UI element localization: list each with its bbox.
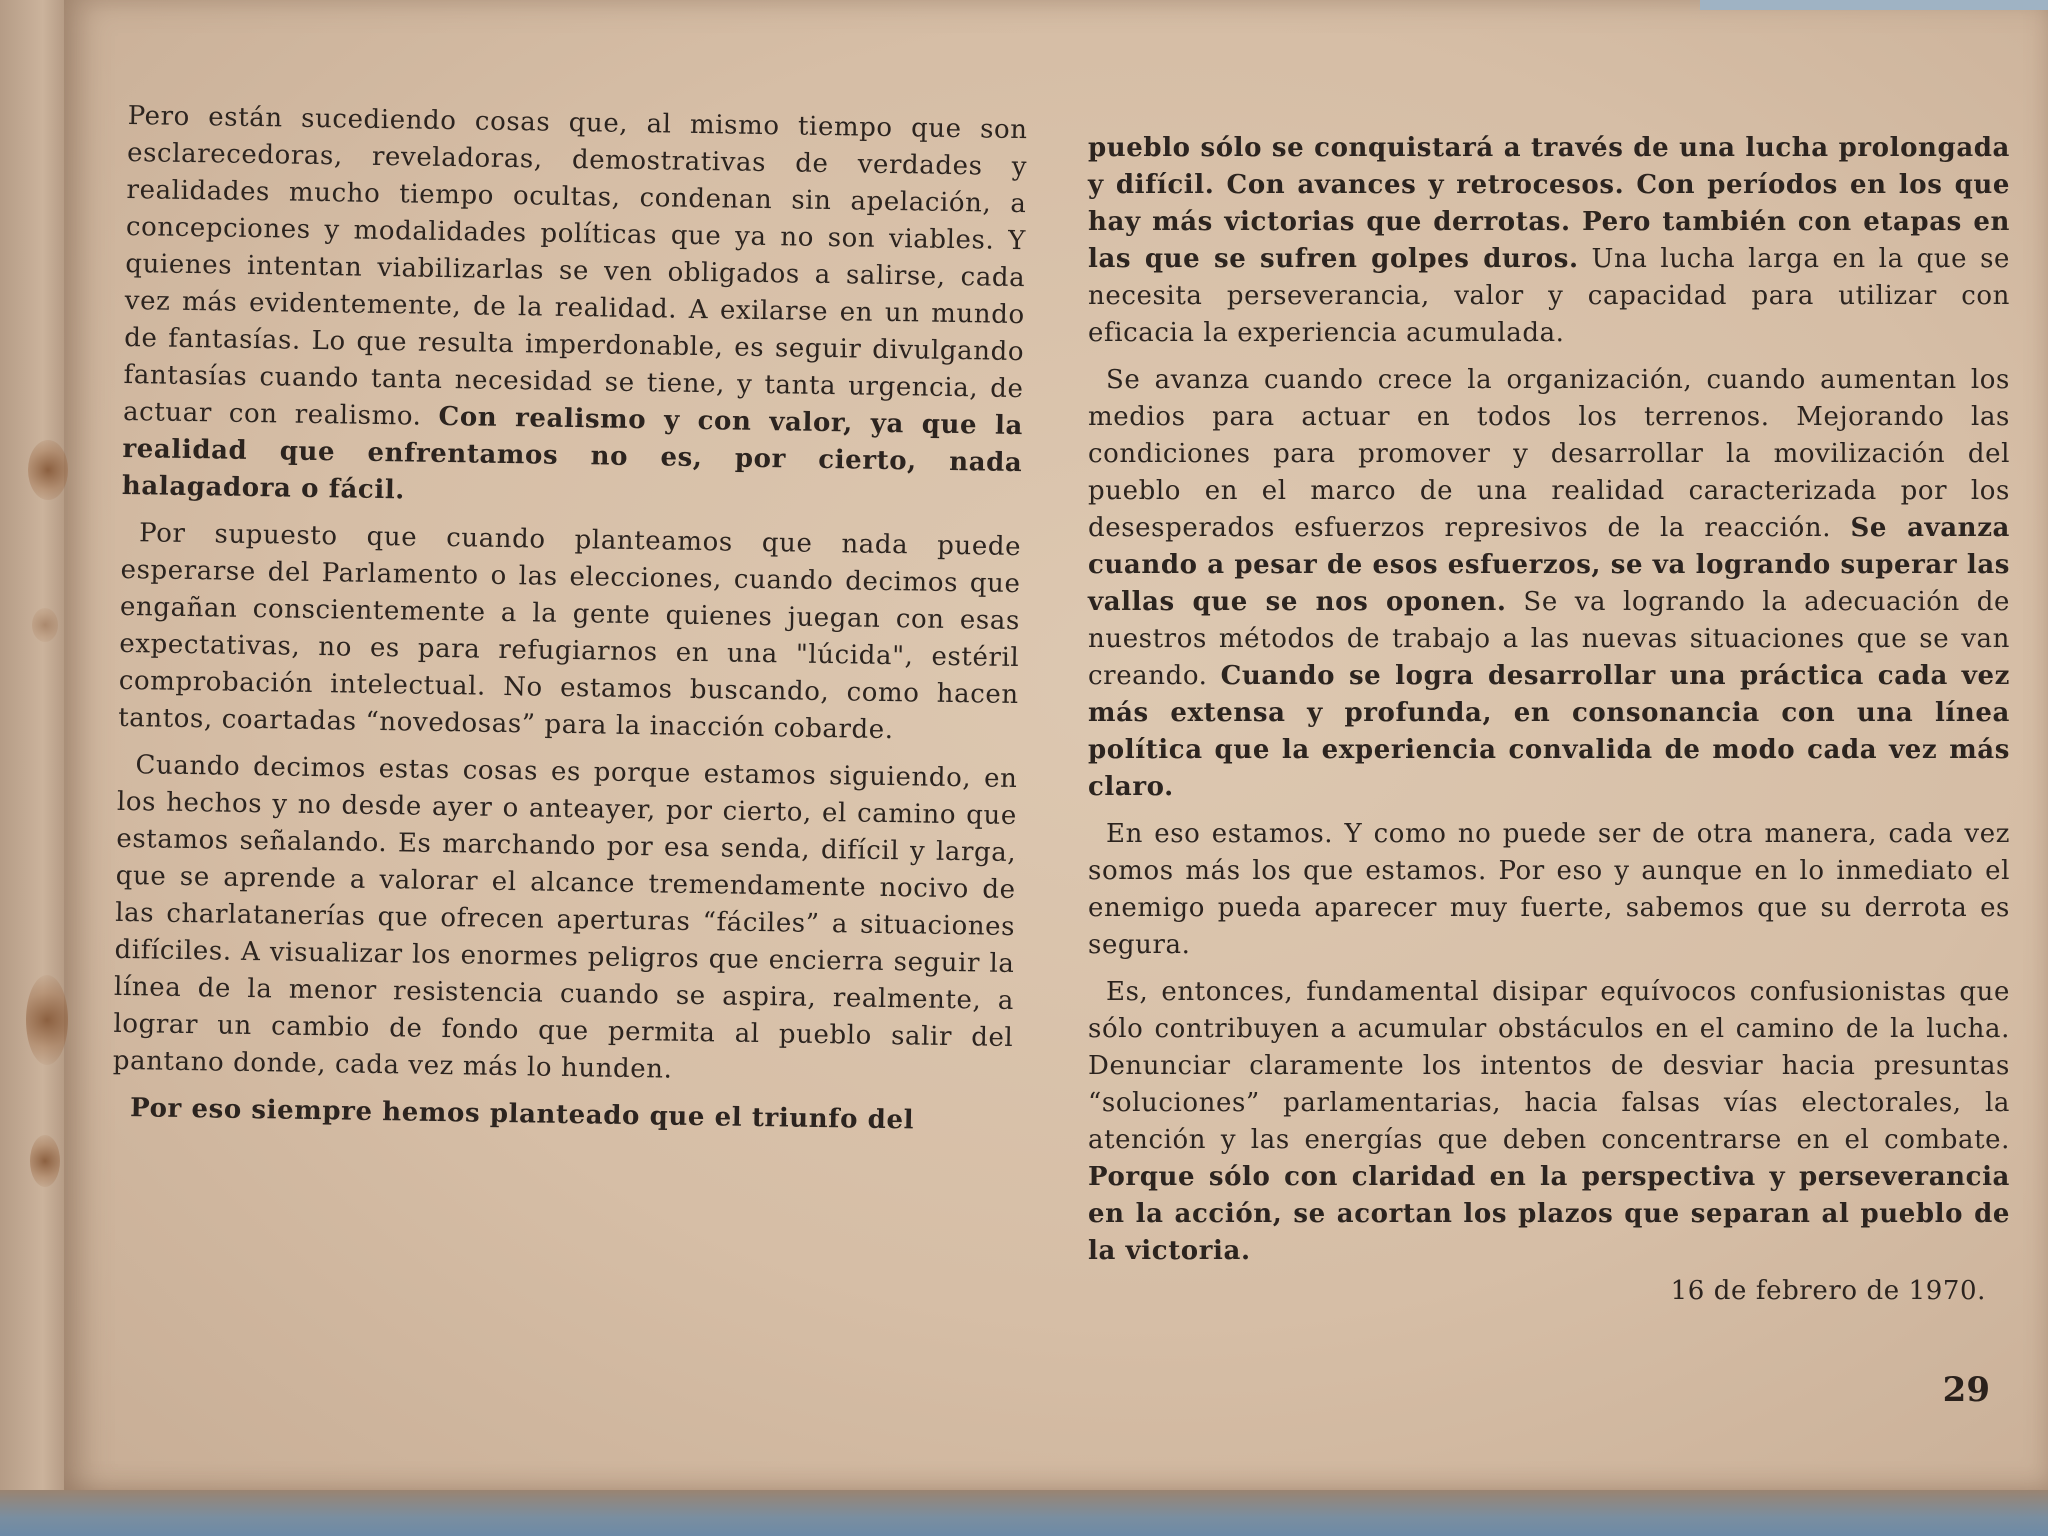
paragraph-text: Es, entonces, fundamental disipar equívocos confusionistas que sólo contribuyen a acumular obstáculos en el camino de la lucha. Denunciar claramente los intentos de desviar hacia presuntas “soluciones” parlamentarias, hacia falsas vías electorales, la atención y las energías que deben concentrarse en el combate. bbox=[1088, 977, 2010, 1155]
paragraph: Cuando decimos estas cosas es porque estamos siguiendo, en los hechos y no desde ayer o anteayer, por cierto, el camino que estamos señalando. Es marchando por esa senda, difícil y larga, que se aprende a valorar el alcance tremendamente nocivo de las charlatanerías que ofrecen aperturas “fáciles” a situaciones difíciles. A visualizar los enormes peligros que encierra seguir la línea de la menor resistencia cuando se aspira, realmente, a lograr un cambio de fondo que permita al pueblo salir del pantano donde, cada vez más lo hunden. bbox=[112, 750, 1018, 1085]
paragraph-bold-text: Porque sólo con claridad en la perspectiva y perseverancia en la acción, se acortan los plazos que separan al pueblo de la victoria. bbox=[1088, 1162, 2010, 1266]
paragraph-text: Pero están sucediendo cosas que, al mismo tiempo que son esclarecedoras, reveladoras, demostrativas de verdades y realidades mucho tiempo ocultas, condenan sin apelación, a concepciones y modalidades políticas que ya no son viables. Y quienes intentan viabilizarlas se ven obligados a salirse, cada vez más evidentemente, de la realidad. A exilarse en un mundo de fantasías. Lo que resulta imperdonable, es seguir divulgando fantasías cuando tanta necesidad se tiene, y tanta urgencia, de actuar con realismo. bbox=[122, 100, 1028, 432]
paragraph-text: Una lucha larga en la que se necesita perseverancia, valor y capacidad para utilizar con eficacia la experiencia acumulada. bbox=[1088, 244, 2010, 348]
paragraph: Por eso siempre hemos planteado que el triunfo del bbox=[129, 1093, 915, 1136]
left-column bbox=[112, 98, 1028, 1151]
stain-mark bbox=[28, 440, 68, 500]
stain-mark bbox=[32, 608, 58, 642]
paragraph bbox=[1088, 362, 2010, 806]
stain-mark bbox=[30, 1135, 60, 1187]
paragraph-text: Se avanza cuando crece la organización, cuando aumentan los medios para actuar en todos los terrenos. Mejorando las condiciones para promover y desarrollar la movilización del pueblo en el marco de una realidad caracterizada por los desesperados esfuerzos represivos de la reacción. bbox=[1088, 365, 2010, 543]
paragraph bbox=[1088, 974, 2010, 1270]
paragraph bbox=[122, 98, 1028, 519]
paragraph: En eso estamos. Y como no puede ser de otra manera, cada vez somos más los que estamos. Por eso y aunque en lo inmediato el enemigo pueda aparecer muy fuerte, sabemos que su derrota es segura. bbox=[1088, 819, 2010, 960]
paragraph-bold-text: Con realismo y con valor, ya que la realidad que enfrentamos no es, por cierto, nada halagadora o fácil. bbox=[121, 401, 1024, 506]
paragraph-bold-text: Cuando se logra desarrollar una práctica cada vez más extensa y profunda, en consonancia con una línea política que la experiencia convalida de modo cada vez más claro. bbox=[1088, 661, 2010, 802]
date-line: 16 de febrero de 1970. bbox=[1670, 1276, 1986, 1306]
paragraph-bold-text: pueblo sólo se conquistará a través de una lucha prolongada y difícil. Con avances y retrocesos. Con períodos en los que hay más victorias que derrotas. Pero también con etapas en las que se sufren golpes duros. bbox=[1088, 133, 2010, 274]
stain-mark bbox=[26, 975, 68, 1065]
background-strip bbox=[1700, 0, 2048, 10]
right-column bbox=[1088, 130, 2010, 1280]
paragraph-text: Se va logrando la adecuación de nuestros métodos de trabajo a las nuevas situaciones que se van creando. bbox=[1088, 587, 2010, 691]
paragraph bbox=[1088, 130, 2010, 352]
page-number: 29 bbox=[1942, 1370, 1990, 1410]
paragraph: Por supuesto que cuando planteamos que nada puede esperarse del Parlamento o las elecciones, cuando decimos que engañan conscientemente a la gente quienes juegan con esas expectativas, no es para refugiarnos en una "lúcida", estéril comprobación intelectual. No estamos buscando, como hacen tantos, coartadas “novedosas” para la inacción cobarde. bbox=[118, 518, 1022, 746]
page-bottom-shadow bbox=[0, 1490, 2048, 1536]
paragraph-bold-text: Se avanza cuando a pesar de esos esfuerzos, se va logrando superar las vallas que se nos oponen. bbox=[1088, 513, 2011, 617]
